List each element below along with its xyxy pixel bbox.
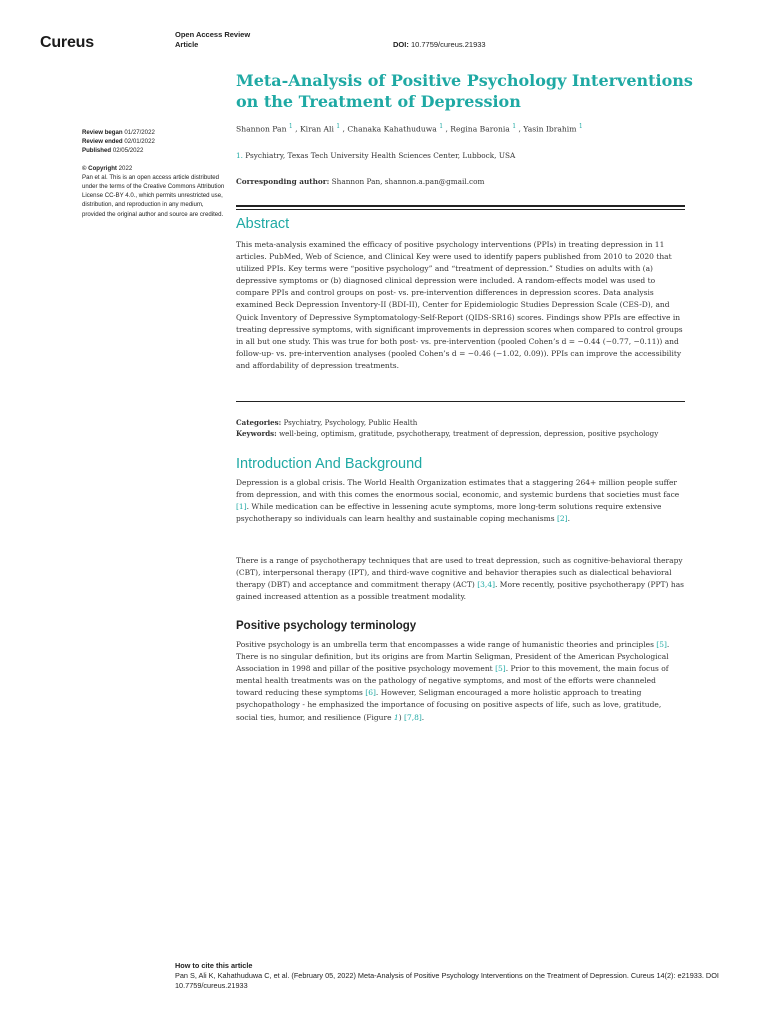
published-label: Published [82,147,112,155]
text-run: . More recently, positive psychotherapy (PPT) has gained increased attention as a possible treatment modality. [236,580,685,602]
citation-link[interactable]: [6] [365,688,376,698]
citation-link[interactable]: [2] [556,514,568,524]
categories-keywords [236,418,706,440]
copyright [82,164,227,173]
article-type-line1: Open Access Review [175,30,251,39]
text-run: . [421,712,425,722]
doi-label: DOI: [393,40,409,49]
citation-link[interactable]: [5] [495,664,506,674]
author-affiliation-mark[interactable]: 1 [578,123,583,130]
publication-sidebar [82,128,227,219]
keywords-label: Keywords: [236,428,277,438]
article-title: Meta-Analysis of Positive Psychology Interventions on the Treatment of Depression [236,71,693,111]
text-run: . There is no singular definition, but its origins are from Martin Seligman, President of the American Psychological Association in 1998 and pillar of the positive psychology movement [236,640,670,674]
abstract-bottom-rule [236,401,685,402]
affiliation-text: Psychiatry, Texas Tech University Health Sciences Center, Lubbock, USA [245,151,516,160]
review-ended-date: 02/01/2022 [124,138,155,146]
author-name[interactable]: Shannon Pan [236,124,287,134]
categories [236,418,706,429]
cureus-logo[interactable]: Cureus [40,34,94,51]
abstract-top-rule [236,205,685,210]
text-run: ) [398,712,405,722]
review-ended [82,137,227,146]
figure-link[interactable]: 1 [393,712,399,722]
text-run: . While medication can be effective in lessening acute symptoms, more long-term solutions require extensive psychotherapy so individuals can learn healthy and sustainable coping mechanisms [236,502,662,524]
review-began-date: 01/27/2022 [124,129,155,136]
abstract-heading: Abstract [236,216,290,232]
author-name[interactable]: Regina Baronia [450,124,510,134]
text-run: . Prior to this movement, the main focus of mental health treatments was on the pathology of negative symptoms, and most of the efforts were channeled toward reducing these symptoms [236,664,669,698]
text-run: Depression is a global crisis. The World Health Organization estimates that a staggering 264+ million people suffer from depression, and with this comes the enormous social, economic, and systemic burdens that societies must face [236,478,680,500]
how-to-cite-heading: How to cite this article [175,961,253,970]
keywords-text: well-being, optimism, gratitude, psychotherapy, treatment of depression, depression, positive psychology [279,428,659,438]
review-ended-label: Review ended [82,138,123,146]
categories-text[interactable]: Psychiatry, Psychology, Public Health [283,418,418,427]
introduction-paragraph-1 [236,477,685,525]
copyright-label: © Copyright [82,164,117,172]
citation-link[interactable]: [3,4] [477,580,496,590]
keywords [236,429,706,440]
citation-link[interactable]: [5] [656,640,667,649]
text-run: There is a range of psychotherapy techniques that are used to treat depression, such as cognitive-behavioral therapy (CBT), interpersonal therapy (IPT), and third-wave cognitive and behavior therapies such as dialectical behavioral therapy (DBT) and acceptance and commitment therapy (ACT) [236,556,683,590]
text-run: Positive psychology is an umbrella term that encompasses a wide range of humanistic theories and principles [236,640,657,649]
text-run: . However, Seligman encouraged a more holistic approach to treating psychopathology - he emphasized the importance of focusing on positive aspects of life, such as love, gratitude, social ties, humor, and resilience (Figure [236,688,662,722]
review-began [82,128,227,137]
copyright-year: 2022 [118,164,133,172]
doi-value[interactable]: 10.7759/cureus.21933 [410,40,486,49]
corresponding-author [236,177,484,186]
review-began-label: Review began [82,129,123,136]
author-list: Shannon Pan $^1$ , Kiran Ali $^1$ , Chanaka Kahathuduwa $^1$ , Regina Baronia $^1$ , Yasin Ibrahim $^1$ [236,123,583,134]
introduction-paragraph-2 [236,555,685,603]
author-affiliation-mark[interactable]: 1 [336,123,341,130]
published-date: 02/05/2022 [112,147,144,155]
author-name[interactable]: Chanaka Kahathuduwa [347,124,437,134]
affiliation [236,151,515,160]
author-affiliation-mark[interactable]: 1 [288,123,293,130]
how-to-cite-text: Pan S, Ali K, Kahathuduwa C, et al. (February 05, 2022) Meta-Analysis of Positive Psychology Interventions on the Treatment of Depression. Cureus 14(2): e21933. DOI 10.7759/cureus.21933 [175,971,719,991]
published [82,146,227,155]
corresponding-author-text[interactable]: Shannon Pan, shannon.a.pan@gmail.com [331,177,485,186]
positive-psychology-paragraph [236,639,685,724]
article-type-line2: Article [175,40,199,49]
introduction-heading: Introduction And Background [236,456,423,472]
positive-psychology-heading: Positive psychology terminology [236,620,417,632]
text-run: . [567,514,570,524]
author-affiliation-mark[interactable]: 1 [512,123,517,130]
author-affiliation-mark[interactable]: 1 [439,123,444,130]
author-name[interactable]: Yasin Ibrahim [523,124,577,134]
citation-link[interactable]: [7,8] [404,712,422,722]
license-text: Pan et al. This is an open access article distributed under the terms of the Creative Commons Attribution License CC-BY 4.0., which permits unrestricted use, distribution, and reproduction in any medium, provided the original author and source are credited. [82,173,225,218]
citation-link[interactable]: [1] [236,502,247,512]
abstract-text: This meta-analysis examined the efficacy of positive psychology interventions (PPIs) in treating depression in 11 articles. PubMed, Web of Science, and Clinical Key were used to identify papers published from 2010 to 2020 that utilized PPIs. Key terms were “positive psychology” and “treatment of depression.” Studies on adults with (a) depressive symptoms or (b) diagnosed clinical depression were included. A random-effects model was used to compare PPIs and control groups on post- vs. pre-intervention differences in depression scores. Data analysis examined Beck Depression Inventory-II (BDI-II), Center for Epidemiologic Studies Depression Scale (CES-D), and Quick Inventory of Depressive Symptomatology-Self-Report (QIDS-SR16) scores. Findings show PPIs are effective in treating depressive symptoms, with significant improvements in depression scores when compared to control groups in all but one study. This was true for both post- vs. pre-intervention (pooled Cohen’s d = −0.44 (−0.77, −0.11)) and follow-up- vs. pre-intervention analyses (pooled Cohen’s d = −0.46 (−1.02, 0.09)). PPIs can improve the accessibility and affordability of depression treatments. [236,240,683,370]
article-type [175,30,250,50]
categories-label: Categories: [236,418,282,427]
doi [393,40,486,49]
author-name[interactable]: Kiran Ali [299,124,334,134]
how-to-cite [175,961,735,991]
corresponding-author-label: Corresponding author: [236,177,330,186]
affiliation-number: 1. [236,151,243,160]
